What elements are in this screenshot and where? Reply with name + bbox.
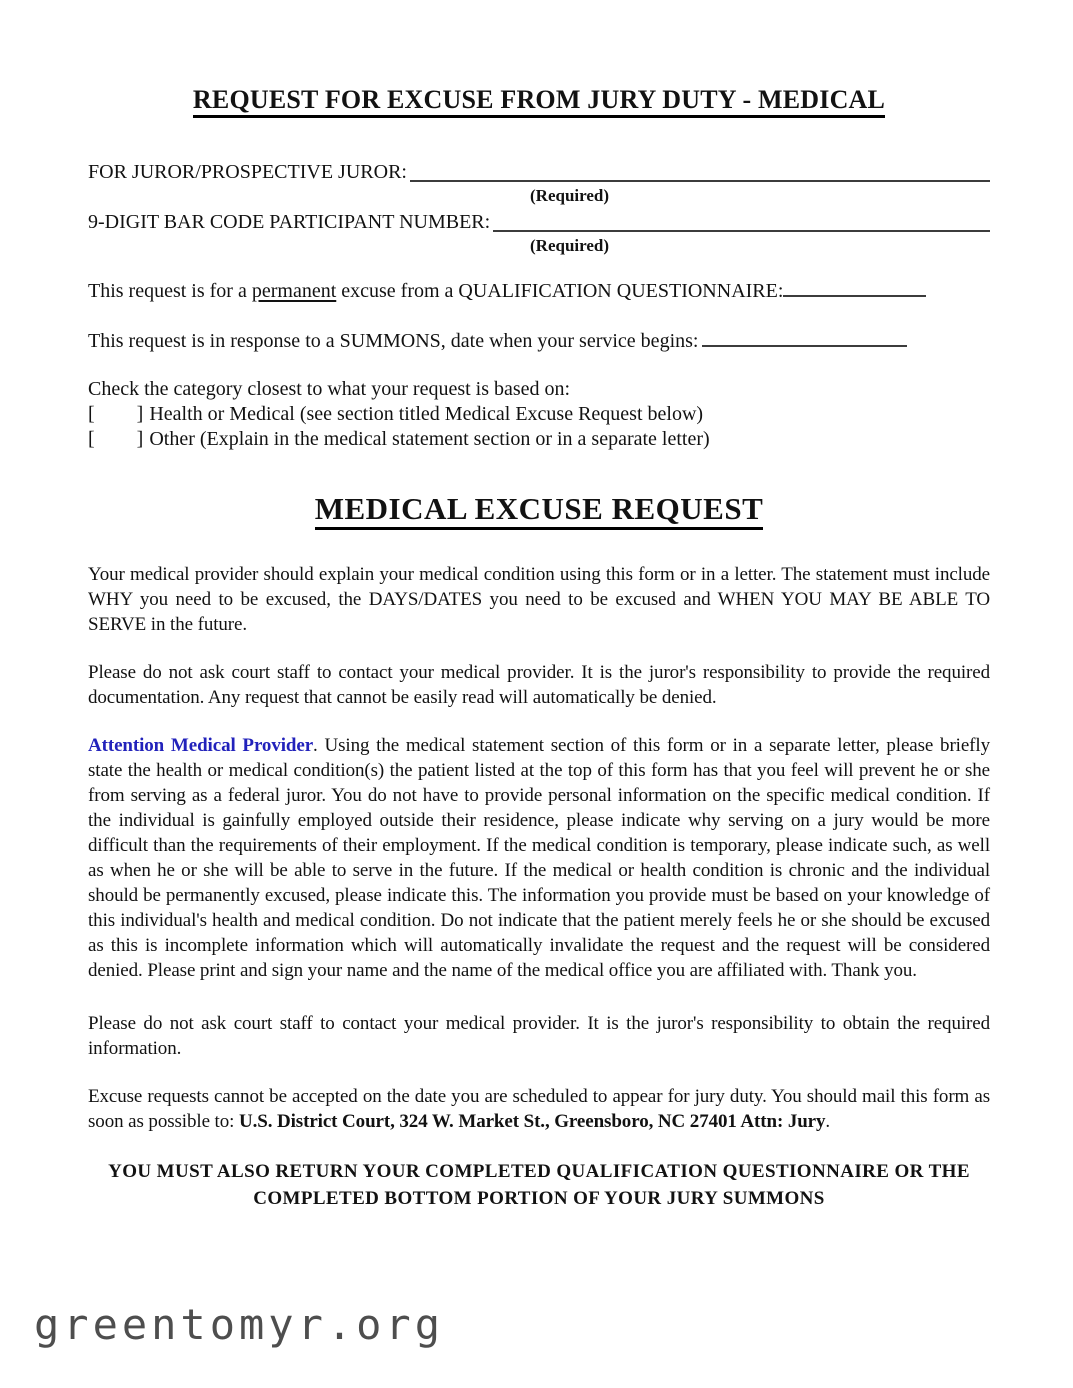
juror-name-label: FOR JUROR/PROSPECTIVE JUROR:	[88, 161, 407, 183]
mailing-instructions-para	[88, 1084, 990, 1134]
medical-excuse-heading-text: MEDICAL EXCUSE REQUEST	[315, 491, 764, 530]
no-contact-obtain-para: Please do not ask court staff to contact your medical provider. It is the juror's responsibility to obtain the required information.	[88, 1013, 990, 1059]
juror-info-fields	[88, 160, 990, 256]
provider-explain-para: Your medical provider should explain your medical condition using this form or in a letter. The statement must include WHY you need to be excused, the DAYS/DATES you need to be excused and WHEN YOU MAY BE ABLE TO SERVE in the future.	[88, 564, 990, 635]
attention-provider-body: . Using the medical statement section of this form or in a separate letter, please briefly state the health or medical condition(s) the patient listed at the top of this form has that you feel will prevent he or she from serving as a federal juror. You do not have to provide personal information on the specific medical condition. If the individual is gainfully employed outside their residence, please indicate why serving on a jury would be more difficult than the requirements of their employment. If the medical condition is temporary, please indicate such, as well as when he or she will be able to serve in the future. If the medical or health condition is chronic and the individual should be permanently excused, please indicate this. The information you provide must be based on your knowledge of this individual's health and medical condition. Do not indicate that the patient merely feels he or she should be excused as this is incomplete information which will automatically invalidate the request and the request will be considered denied. Please print and sign your name and the name of the medical office you are affiliated with. Thank you.	[88, 735, 990, 981]
summons-text: This request is in response to a SUMMONS, date when your service begins:	[88, 330, 699, 352]
attention-provider-lead: Attention Medical Provider	[88, 735, 314, 756]
medical-excuse-heading	[88, 490, 990, 528]
mailing-instructions-text: Excuse requests cannot be accepted on the date you are scheduled to appear for jury duty. You should mail this form as soon as possible to:	[88, 1086, 990, 1132]
juror-name-row	[88, 160, 990, 185]
open-bracket: [	[88, 403, 95, 425]
mailing-address: U.S. District Court, 324 W. Market St., Greensboro, NC 27401 Attn: Jury	[238, 1111, 826, 1132]
option-health-medical-row	[88, 402, 990, 427]
permanent-excuse-text-post: excuse from a QUALIFICATION QUESTIONNAIRE:	[336, 280, 784, 302]
category-prompt: Check the category closest to what your request is based on:	[88, 378, 571, 400]
option-other-label: Other (Explain in the medical statement section or in a separate letter)	[149, 428, 710, 450]
permanent-excuse-line	[88, 277, 990, 304]
return-notice-line2: COMPLETED BOTTOM PORTION OF YOUR JURY SUMMONS	[253, 1188, 825, 1209]
permanent-word: permanent	[251, 280, 337, 302]
juror-name-input-line[interactable]	[410, 162, 990, 182]
document-title-text: REQUEST FOR EXCUSE FROM JURY DUTY - MEDICAL	[193, 85, 885, 118]
questionnaire-answer-line[interactable]	[783, 277, 926, 297]
summons-date-line	[88, 327, 990, 354]
no-contact-provide-para: Please do not ask court staff to contact your medical provider. It is the juror's responsibility to provide the required documentation. Any request that cannot be easily read will automatically be denied.	[88, 662, 990, 708]
juror-required-note: (Required)	[530, 186, 610, 205]
permanent-excuse-text-pre: This request is for a	[88, 280, 252, 302]
summons-date-input-line[interactable]	[702, 327, 907, 347]
attention-provider-para	[88, 733, 990, 983]
close-bracket: ]	[136, 403, 144, 425]
barcode-number-row	[88, 210, 990, 235]
health-medical-checkbox[interactable]	[95, 419, 137, 420]
mailing-end-period: .	[825, 1111, 831, 1132]
barcode-number-input-line[interactable]	[493, 212, 990, 232]
other-checkbox[interactable]	[95, 444, 137, 445]
barcode-required-note: (Required)	[530, 236, 610, 255]
barcode-number-label: 9-DIGIT BAR CODE PARTICIPANT NUMBER:	[88, 211, 491, 233]
document-title	[88, 84, 990, 116]
open-bracket: [	[88, 428, 95, 450]
option-other-row	[88, 427, 990, 452]
watermark-text: greentomyr.org	[34, 1300, 445, 1349]
close-bracket: ]	[136, 428, 144, 450]
return-questionnaire-notice	[88, 1158, 990, 1212]
option-health-medical-label: Health or Medical (see section titled Medical Excuse Request below)	[149, 403, 704, 425]
return-notice-line1: YOU MUST ALSO RETURN YOUR COMPLETED QUALIFICATION QUESTIONNAIRE OR THE	[108, 1161, 970, 1182]
